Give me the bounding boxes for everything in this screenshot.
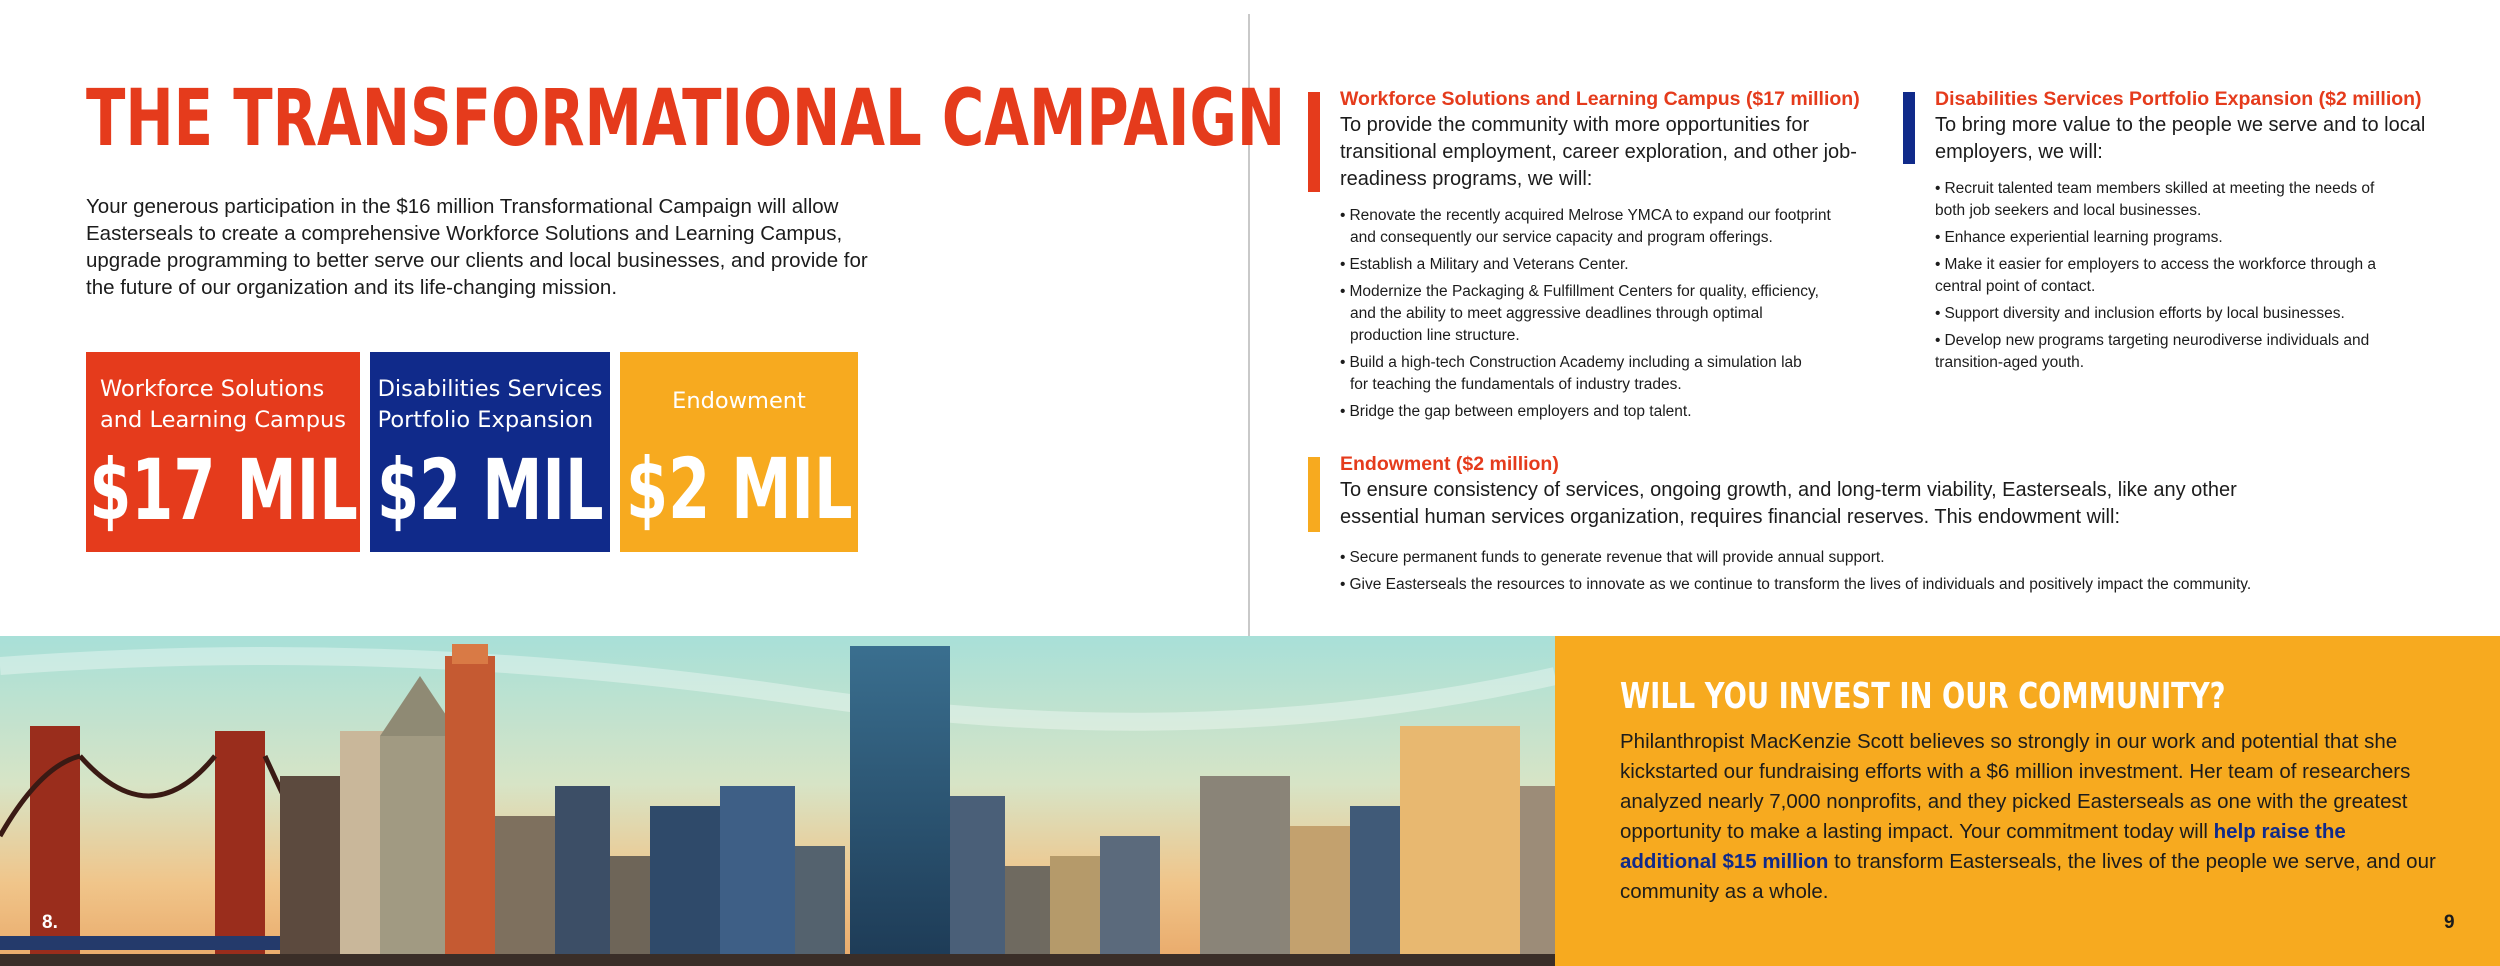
section-endowment — [1340, 451, 2360, 601]
bullet-list — [1340, 547, 2360, 596]
list-item: • Give Easterseals the resources to innovate as we continue to transform the lives of individuals and positively impact the community. — [1340, 576, 2252, 593]
tile-workforce — [86, 352, 360, 552]
page-number-right: 9 — [2444, 912, 2455, 933]
section-heading: Disabilities Services Portfolio Expansion ($2 million) — [1935, 88, 2422, 110]
cta-highlight: help raise the additional $15 million — [1620, 820, 2346, 873]
list-item: • Build a high-tech Construction Academy including a simulation lab for teaching the fundamentals of industry trades. — [1340, 354, 1802, 393]
section-disabilities — [1935, 86, 2455, 379]
tile-amount: $2 MIL — [625, 440, 853, 538]
section-text: To provide the community with more opportunities for transitional employment, career exploration, and other job-readiness programs, we will: — [1340, 114, 1857, 190]
city-skyline-image — [0, 636, 1555, 966]
bullet-list — [1935, 178, 2455, 374]
tile-disabilities — [370, 352, 610, 552]
list-item: • Renovate the recently acquired Melrose YMCA to expand our footprint and consequently our service capacity and program offerings. — [1340, 207, 1831, 246]
list-item: • Recruit talented team members skilled at meeting the needs of both job seekers and local businesses. — [1935, 180, 2375, 219]
bullet-list — [1340, 205, 1880, 423]
section-accent-bar — [1308, 457, 1320, 532]
tile-label: Disabilities Services Portfolio Expansion — [377, 376, 603, 433]
tile-amount: $2 MIL — [376, 441, 604, 539]
tile-amount: $17 MIL — [88, 441, 358, 539]
list-item: • Secure permanent funds to generate revenue that will provide annual support. — [1340, 549, 1885, 566]
section-accent-bar — [1308, 92, 1320, 192]
cta-body: Philanthropist MacKenzie Scott believes so strongly in our work and potential that she kickstarted our fundraising efforts with a $6 million investment. Her team of researchers analyzed nearly 7,000 nonprofits, and they picked Easterseals as one with the greatest opportunity to make a lasting impact. Your commitment today will help raise the additional $15 million to transform Easterseals, the lives of the people we serve, and our community as a whole. — [1620, 730, 2436, 903]
list-item: • Modernize the Packaging & Fulfillment Centers for quality, efficiency, and the ability to meet aggressive deadlines through optimal production line structure. — [1340, 283, 1819, 344]
list-item: • Enhance experiential learning programs. — [1935, 229, 2223, 246]
section-heading: Workforce Solutions and Learning Campus ($17 million) — [1340, 88, 1860, 110]
section-heading: Endowment ($2 million) — [1340, 453, 1559, 475]
intro-paragraph: Your generous participation in the $16 million Transformational Campaign will allow Easterseals to create a comprehensive Workforce Solutions and Learning Campus, upgrade programming to better serve our clients and local businesses, and provide for the future of our organization and its life-changing mission. — [86, 195, 868, 299]
list-item: • Establish a Military and Veterans Center. — [1340, 256, 1629, 273]
page-number-left: 8. — [42, 912, 58, 933]
section-text: To ensure consistency of services, ongoing growth, and long-term viability, Easterseals, like any other essential human services organization, requires financial reserves. This endowment will: — [1340, 479, 2237, 528]
tile-label: Endowment — [672, 388, 806, 414]
tile-label: Workforce Solutions and Learning Campus — [100, 376, 346, 433]
page-title: THE TRANSFORMATIONAL CAMPAIGN — [86, 74, 1286, 164]
tile-endowment — [620, 352, 858, 552]
section-accent-bar — [1903, 92, 1915, 164]
list-item: • Make it easier for employers to access the workforce through a central point of contact. — [1935, 256, 2377, 295]
list-item: • Develop new programs targeting neurodiverse individuals and transition-aged youth. — [1935, 332, 2370, 371]
section-workforce — [1340, 86, 1880, 428]
cta-heading: WILL YOU INVEST IN OUR COMMUNITY? — [1620, 676, 2226, 717]
list-item: • Support diversity and inclusion efforts by local businesses. — [1935, 305, 2345, 322]
section-text: To bring more value to the people we serve and to local employers, we will: — [1935, 114, 2426, 163]
skyline-illustration — [0, 636, 1555, 966]
list-item: • Bridge the gap between employers and top talent. — [1340, 403, 1692, 420]
